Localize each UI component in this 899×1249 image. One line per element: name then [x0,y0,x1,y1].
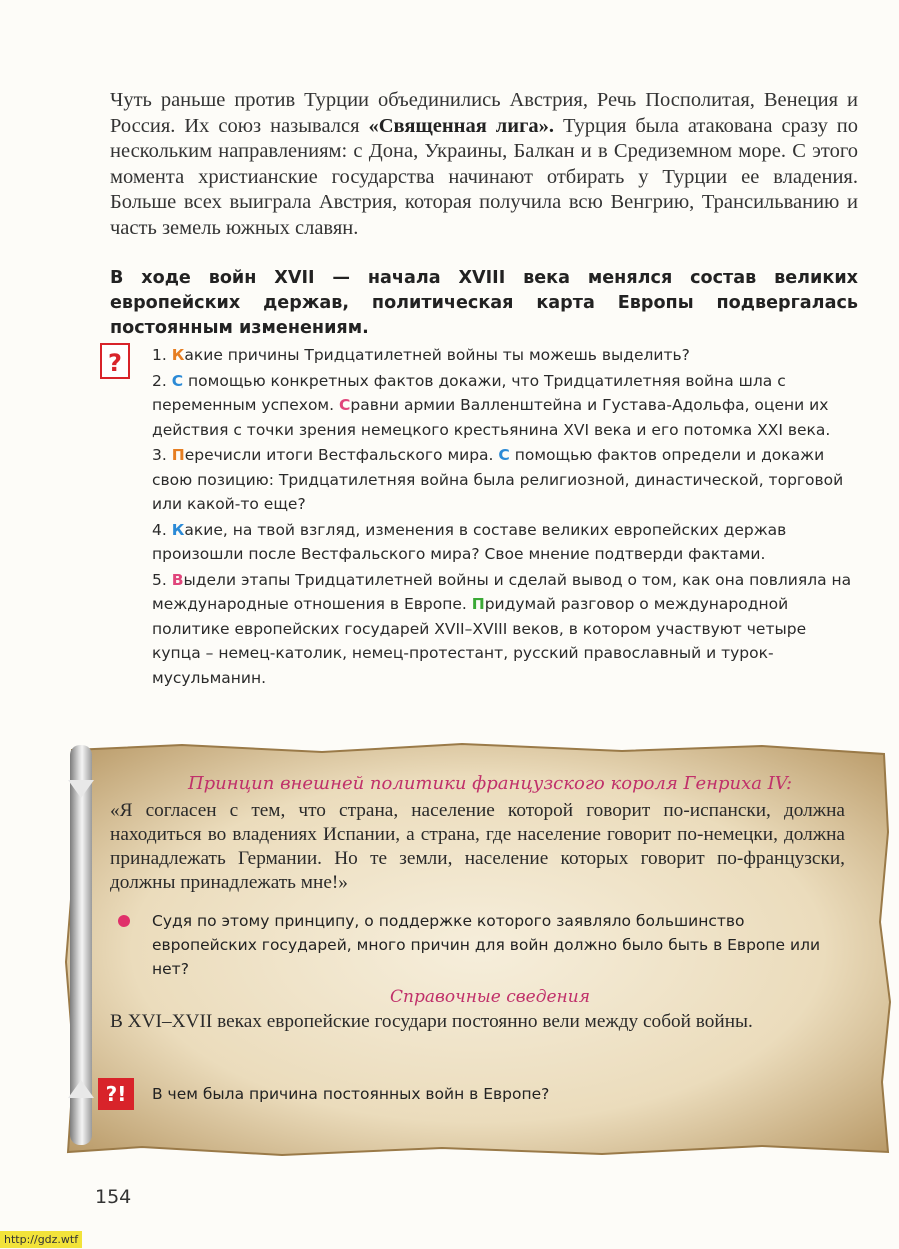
summary-statement: В ходе войн XVII — начала XVIII века менялся состав великих европейских держав, политическая карта Европы подвергалась постоянным изменениям. [110,268,858,338]
colored-initial: С [171,371,184,390]
holy-league-term: «Священная лига». [368,114,555,137]
intro-text-end: Турция была атакована сразу по нескольким направлениям: с Дона, Украины, Балкан и в Средиземном море. С этого момента христианские государства начинают отбирать у Турции ее владения. Больше всех выиграла Австрия, которая получила всю Венгрию, Трансильванию и часть земель южных славян. [110,114,859,239]
question-item [152,568,858,691]
question-item [152,369,858,443]
intro-paragraph [110,88,858,241]
problem-icon: ?! [98,1078,134,1110]
intro-text-start: Чуть раньше против Турции объединились Австрия, Речь Посполитая, Венеция и Россия. Их союз назывался [110,89,858,137]
colored-initial: П [471,595,485,613]
question-number: 5. [152,570,172,589]
question-text: акие причины Тридцатилетней войны ты можешь выделить? [184,346,690,364]
questions-list [152,343,858,691]
page-number: 154 [95,1186,132,1208]
question-text: равни армии Валленштейна и Густава-Адольфа, оцени их действия с точки зрения немецкого крестьянина XVI века и его потомка XXI века. [152,396,831,439]
quote-title: Принцип внешней политики французского короля Генриха IV: [187,773,793,794]
colored-initial: К [171,346,185,364]
question-text: акие, на твой взгляд, изменения в составе великих европейских держав произошли после Вестфальского мира? Свое мнение подтверди фактами. [152,520,787,563]
watermark-link[interactable]: http://gdz.wtf [0,1231,82,1248]
reference-text: В XVI–XVII веках европейские государи постоянно вели между собой войны. [110,1011,753,1032]
colored-initial: К [171,520,185,539]
quote-text: «Я согласен с тем, что страна, население которой говорит по-испански, должна находиться во владениях Испании, а страна, где население говорит по-немецки, должна принадлежать Германии. Но те земли, население которых говорит по-французски, должны принадлежать мне!» [110,800,845,893]
bullet-question: Судя по этому принципу, о поддержке которого заявляло большинство европейских государей, много причин для войн должно было быть в Европе или нет? [152,912,821,978]
problem-question: В чем была причина постоянных войн в Европе? [152,1085,550,1103]
question-text: ридумай разговор о международной политике европейских государей XVII–XVIII веков, в котором участвуют четыре купца – немец-католик, немец-протестант, русский православный и турок-мусульманин. [152,595,807,687]
question-number: 4. [152,520,172,539]
question-number: 2. [152,371,172,390]
question-text: еречисли итоги Вестфальского мира. [184,446,499,464]
rod-top-arrow-icon [68,780,94,798]
colored-initial: С [498,446,510,464]
colored-initial: В [171,570,184,589]
rod-bottom-arrow-icon [68,1080,94,1098]
bullet-icon [118,915,130,927]
question-item [152,443,858,517]
question-item [152,518,858,567]
colored-initial: С [338,396,351,414]
question-item [152,343,858,368]
question-text: помощью конкретных фактов докажи, что Тридцатилетняя война шла с переменным успехом. [152,371,786,414]
question-mark-icon: ? [100,343,130,379]
colored-initial: П [171,446,185,464]
question-number: 3. [152,446,172,464]
question-text: помощью фактов определи и докажи свою позицию: Тридцатилетняя война была религиозной, династической, торговой или какой-то еще? [152,446,844,513]
question-text: ыдели этапы Тридцатилетней войны и сделай вывод о том, как она повлияла на международные отношения в Европе. [152,570,852,613]
reference-title: Справочные сведения [390,987,590,1007]
question-number: 1. [152,346,172,364]
